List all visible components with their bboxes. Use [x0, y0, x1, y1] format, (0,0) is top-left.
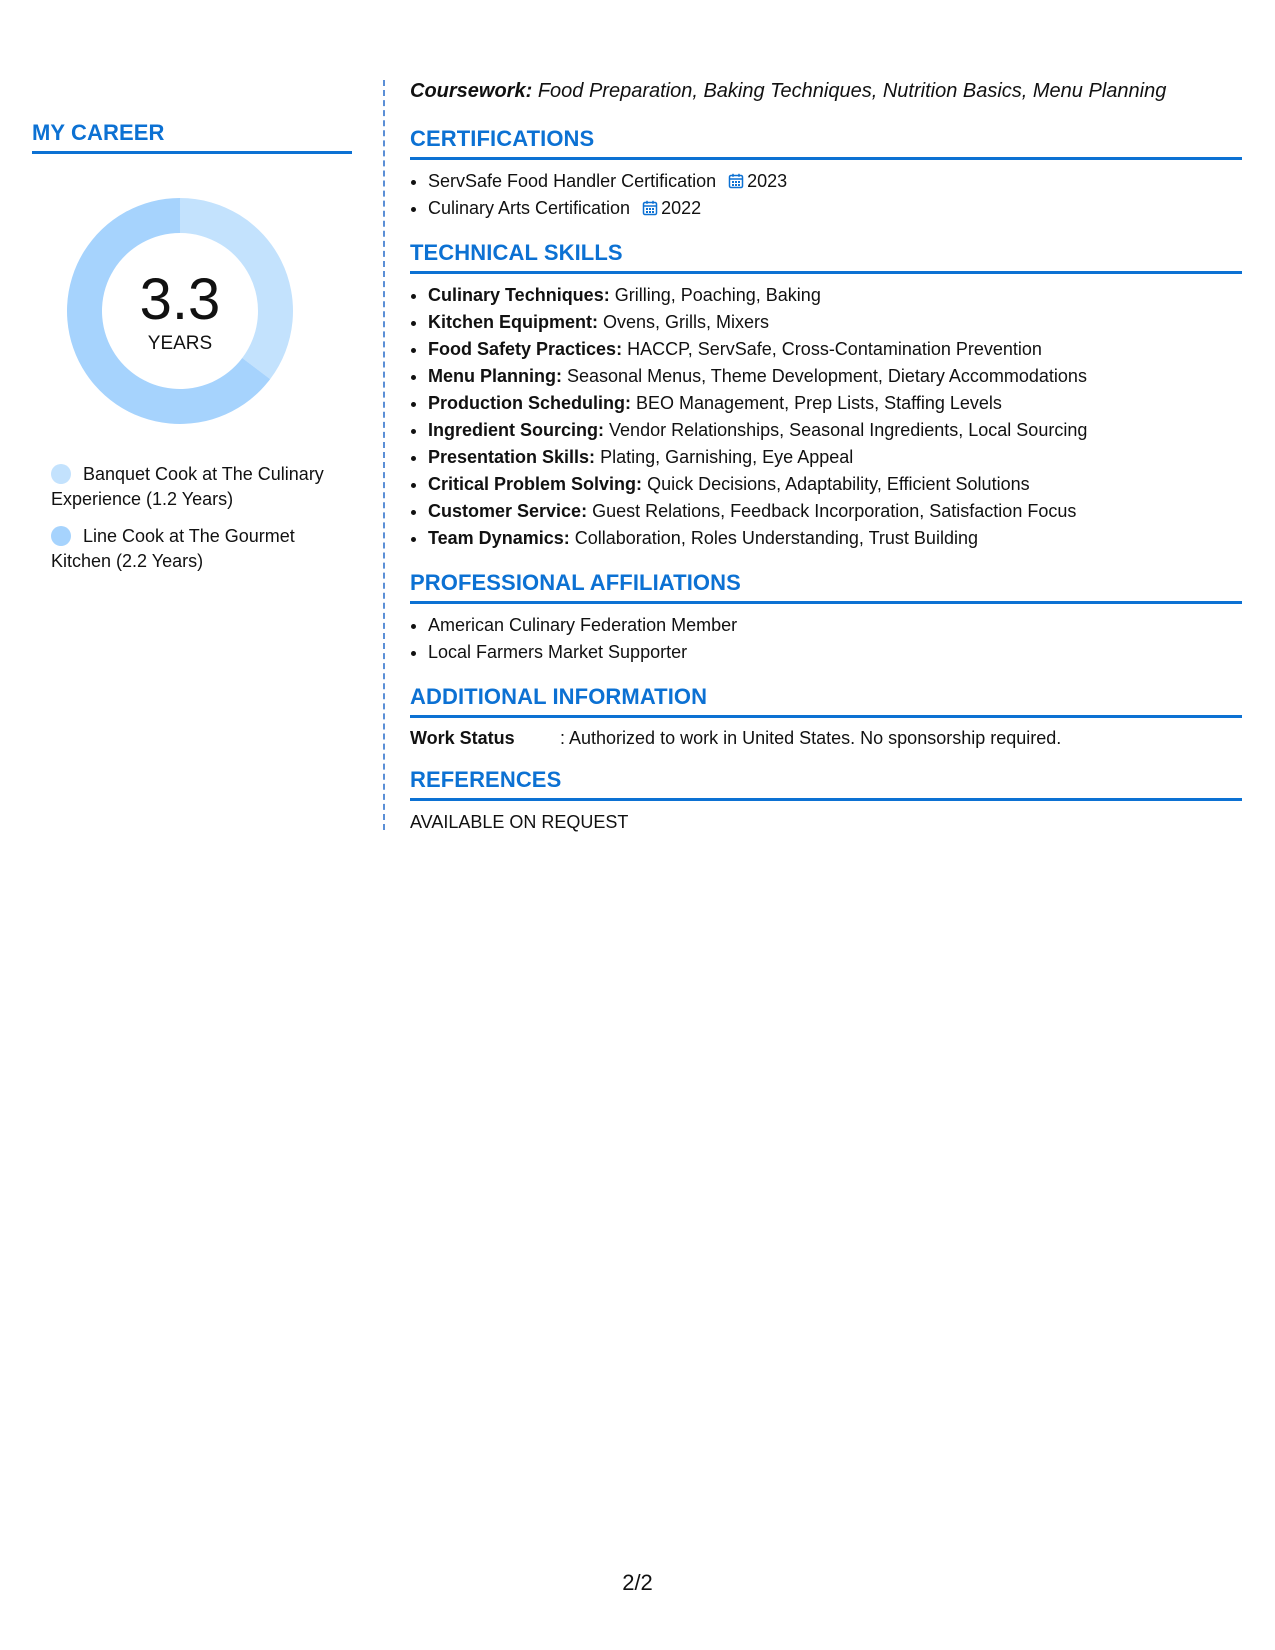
career-donut-chart [65, 196, 295, 426]
skill-label: Menu Planning: [428, 366, 562, 386]
skill-text: Vendor Relationships, Seasonal Ingredients, Local Sourcing [609, 420, 1088, 440]
list-item [428, 525, 1242, 552]
list-item [428, 444, 1242, 471]
affiliations-section [410, 570, 1242, 666]
skill-text: Ovens, Grills, Mixers [603, 312, 770, 332]
main-content [410, 78, 1242, 851]
additional-info-section [410, 684, 1242, 749]
skill-label: Kitchen Equipment: [428, 312, 598, 332]
legend-label: Banquet Cook at The Culinary Experience (1.2 Years) [51, 464, 324, 509]
skill-text: Seasonal Menus, Theme Development, Dietary Accommodations [567, 366, 1087, 386]
career-sidebar [32, 120, 352, 586]
list-item [428, 282, 1242, 309]
list-item [428, 363, 1242, 390]
career-total-value: 3.3 [139, 267, 221, 332]
certification-year: 2022 [661, 198, 702, 218]
career-legend [51, 462, 331, 574]
list-item [428, 390, 1242, 417]
list-item [428, 168, 1242, 195]
legend-dot [51, 464, 71, 484]
skill-text: Grilling, Poaching, Baking [614, 285, 821, 305]
certification-name: ServSafe Food Handler Certification [428, 171, 717, 191]
skill-text: Guest Relations, Feedback Incorporation, Satisfaction Focus [592, 501, 1077, 521]
certifications-section [410, 126, 1242, 222]
calendar-icon [642, 197, 658, 213]
legend-item [51, 524, 331, 574]
coursework-line [410, 78, 1242, 104]
donut-center [65, 196, 295, 355]
page-number: 2/2 [622, 1570, 653, 1595]
calendar-icon [728, 170, 744, 186]
skill-label: Culinary Techniques: [428, 285, 610, 305]
skill-label: Critical Problem Solving: [428, 474, 643, 494]
certification-name: Culinary Arts Certification [428, 198, 631, 218]
certifications-heading: CERTIFICATIONS [410, 126, 1242, 160]
technical-skills-list [410, 282, 1242, 552]
skill-label: Food Safety Practices: [428, 339, 623, 359]
skill-label: Production Scheduling: [428, 393, 631, 413]
list-item [428, 309, 1242, 336]
work-status-label: Work Status [410, 728, 515, 748]
legend-dot [51, 526, 71, 546]
list-item [428, 336, 1242, 363]
skill-label: Customer Service: [428, 501, 588, 521]
career-total-unit: YEARS [147, 333, 213, 354]
work-status-value: : Authorized to work in United States. No sponsorship required. [560, 728, 1062, 748]
column-divider [383, 80, 385, 830]
skill-text: HACCP, ServSafe, Cross-Contamination Prevention [627, 339, 1042, 359]
references-section [410, 767, 1242, 833]
list-item [428, 498, 1242, 525]
skill-text: BEO Management, Prep Lists, Staffing Levels [636, 393, 1002, 413]
skill-text: Plating, Garnishing, Eye Appeal [600, 447, 854, 467]
skill-label: Team Dynamics: [428, 528, 570, 548]
additional-info-heading: ADDITIONAL INFORMATION [410, 684, 1242, 718]
work-status-row [410, 727, 1242, 749]
certification-year: 2023 [747, 171, 788, 191]
list-item [428, 195, 1242, 222]
technical-skills-heading: TECHNICAL SKILLS [410, 240, 1242, 274]
references-text: AVAILABLE ON REQUEST [410, 812, 629, 832]
list-item: • Local Farmers Market Supporter [428, 639, 1242, 666]
technical-skills-section [410, 240, 1242, 552]
legend-item [51, 462, 331, 512]
legend-label: Line Cook at The Gourmet Kitchen (2.2 Years) [51, 526, 295, 571]
skill-label: Presentation Skills: [428, 447, 596, 467]
skill-text: Collaboration, Roles Understanding, Trust Building [574, 528, 978, 548]
list-item [428, 417, 1242, 444]
references-heading: REFERENCES [410, 767, 1242, 801]
list-item: • American Culinary Federation Member [428, 612, 1242, 639]
affiliations-heading: PROFESSIONAL AFFILIATIONS [410, 570, 1242, 604]
coursework-text: Food Preparation, Baking Techniques, Nutrition Basics, Menu Planning [537, 80, 1167, 102]
affiliations-list [410, 612, 1242, 666]
skill-text: Quick Decisions, Adaptability, Efficient Solutions [647, 474, 1030, 494]
coursework-label: Coursework: [410, 80, 533, 102]
skill-label: Ingredient Sourcing: [428, 420, 605, 440]
career-heading: MY CAREER [32, 120, 352, 154]
list-item [428, 471, 1242, 498]
certifications-list [410, 168, 1242, 222]
